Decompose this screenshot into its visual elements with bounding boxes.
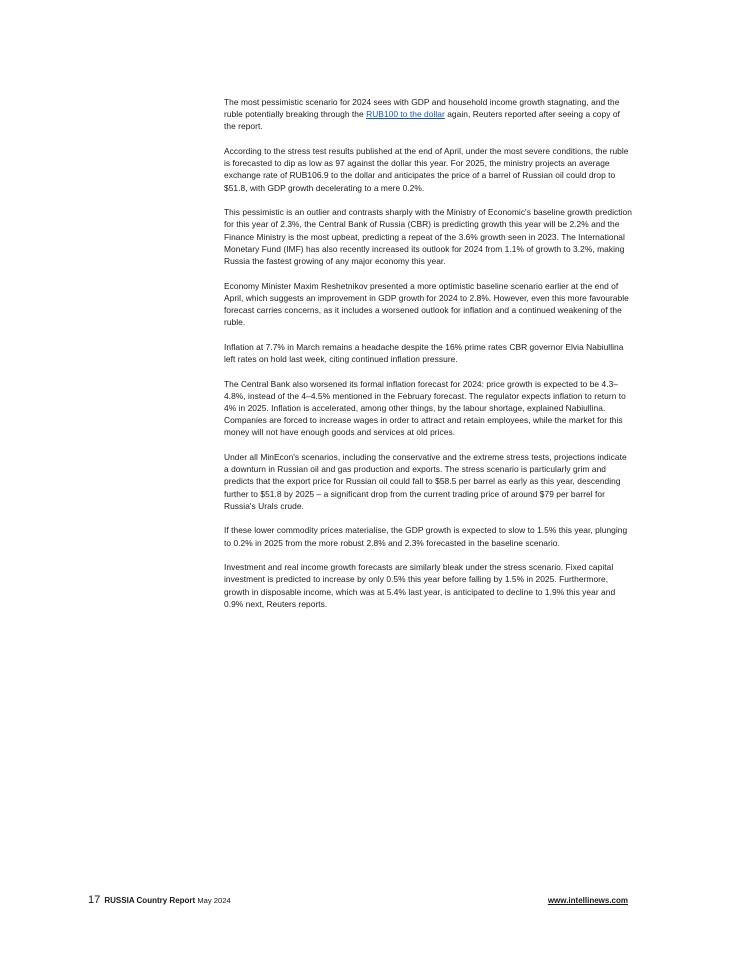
paragraph-9: Investment and real income growth forecasts are similarly bleak under the stress scenario. Fixed capital investment is predicted to increase by only 0.5% this year before falling by 1.5% in 2025. Furthermore, growth in disposable income, which was at 5.4% last year, is anticipated to decline to 1.9% this year and 0.9% next, Reuters reports. bbox=[224, 562, 616, 609]
paragraph-2: According to the stress test results published at the end of April, under the most severe conditions, the ruble is forecasted to dip as low as 97 against the dollar this year. For 2025, the ministry projects an average exchange rate of RUB106.9 to the dollar and anticipates the price of a barrel of Russian oil could drop to $51.8, with GDP growth decelerating to a mere 0.2%. bbox=[224, 146, 629, 193]
paragraph-1-text-after: again, Reuters reported after seeing a copy of the report. bbox=[224, 109, 620, 132]
page-footer bbox=[88, 894, 628, 908]
article-body bbox=[224, 96, 632, 622]
paragraph-7: Under all MinEcon's scenarios, including the conservative and the extreme stress tests, projections indicate a downturn in Russian oil and gas production and exports. The stress scenario is particularly grim and predicts that the export price for Russian oil could fall to $58.5 per barrel as early as this year, descending further to $51.8 by 2025 – a significant drop from the current trading price of around $79 per barrel for Russia's Urals crude. bbox=[224, 452, 627, 511]
report-name: RUSSIA Country Report bbox=[104, 896, 196, 905]
paragraph-4: Economy Minister Maxim Reshetnikov presented a more optimistic baseline scenario earlier at the end of April, which suggests an improvement in GDP growth for 2024 to 2.8%. However, even this more favourable forecast carries concerns, as it includes a worsened outlook for inflation and a continued weakening of the ruble. bbox=[224, 280, 629, 328]
page-number: 17 bbox=[88, 894, 101, 906]
report-date: May 2024 bbox=[197, 896, 231, 905]
rub100-link[interactable]: RUB100 to the dollar bbox=[366, 109, 445, 120]
footer-left bbox=[88, 894, 231, 906]
paragraph-1-text-before: The most pessimistic scenario for 2024 sees with GDP and household income growth stagnating, and the ruble potentially breaking through the bbox=[224, 97, 620, 120]
paragraph-3: This pessimistic is an outlier and contrasts sharply with the Ministry of Economic's baseline growth prediction for this year of 2.3%, the Central Bank of Russia (CBR) is predicting growth this year will be 2.2% and the Finance Ministry is the most upbeat, predicting a repeat of the 3.6% growth seen in 2023. The International Monetary Fund (IMF) has also recently increased its outlook for 2024 from 1.1% of growth to 3.2%, making Russia the fastest growing of any major economy this year. bbox=[224, 207, 632, 267]
paragraph-6: The Central Bank also worsened its formal inflation forecast for 2024: price growth is expected to be 4.3–4.8%, instead of the 4–4.5% mentioned in the February forecast. The regulator expects inflation to return to 4% in 2025. Inflation is accelerated, among other things, by the labour shortage, explained Nabiullina. Companies are forced to increase wages in order to attract and retain employees, while the market for this money will not have enough goods and services at old prices. bbox=[224, 378, 626, 438]
paragraph-1 bbox=[224, 96, 632, 133]
paragraph-5: Inflation at 7.7% in March remains a headache despite the 16% prime rates CBR governor Elvia Nabiullina left rates on hold last week, citing continued inflation pressure. bbox=[224, 341, 624, 365]
paragraph-8: If these lower commodity prices materialise, the GDP growth is expected to slow to 1.5% this year, plunging to 0.2% in 2025 from the more robust 2.8% and 2.3% forecasted in the baseline scenario. bbox=[224, 525, 628, 548]
website-link[interactable]: www.intellinews.com bbox=[547, 896, 628, 905]
